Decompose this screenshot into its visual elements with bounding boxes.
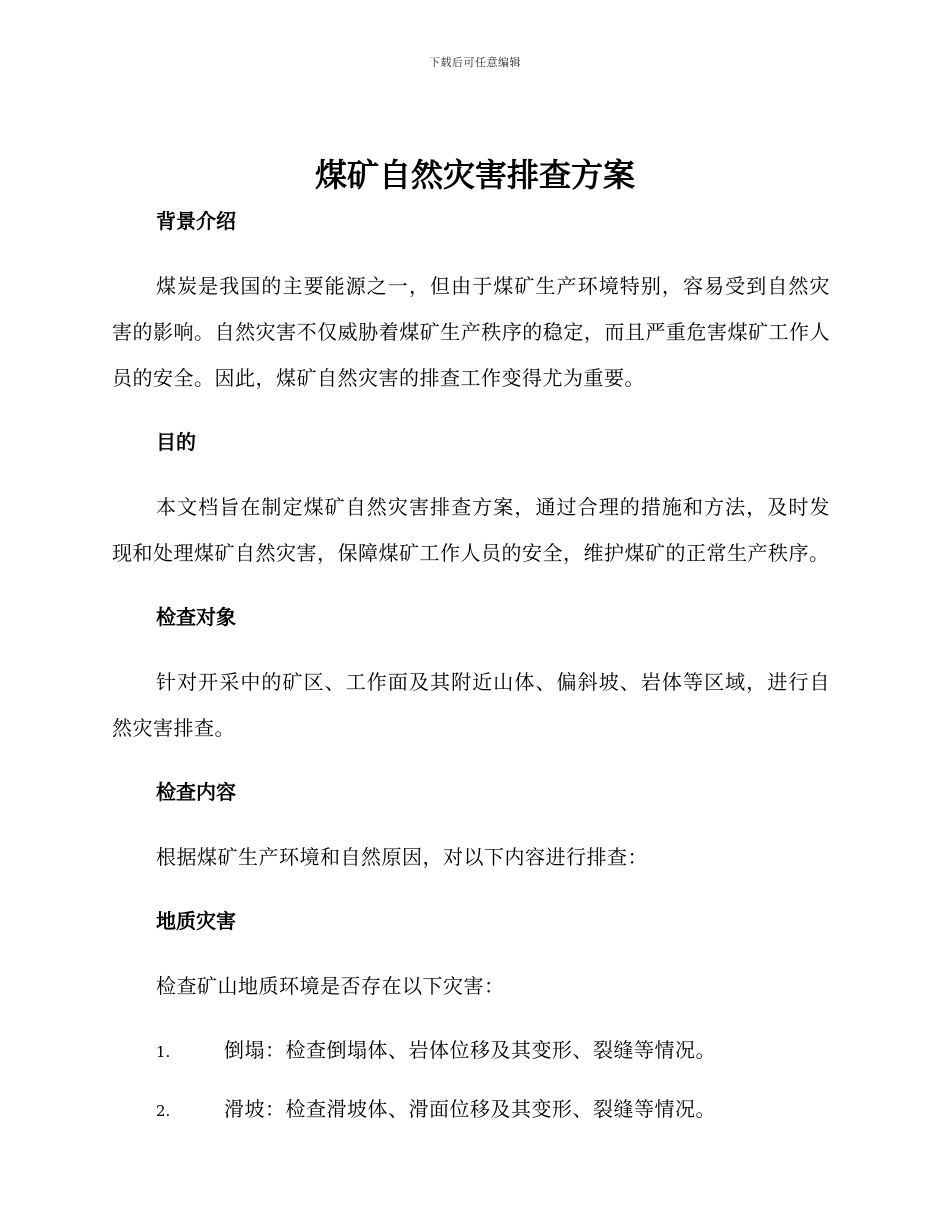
section-paragraph-inspection-target: 针对开采中的矿区、工作面及其附近山体、偏斜坡、岩体等区域，进行自然灾害排查。 bbox=[112, 670, 830, 740]
hazard-list bbox=[112, 1035, 830, 1126]
section-heading-purpose: 目的 bbox=[156, 430, 196, 454]
list-item-number: 2. bbox=[156, 1102, 171, 1120]
section-heading-geological-hazards: 地质灾害 bbox=[156, 909, 236, 933]
header-note: 下载后可任意编辑 bbox=[429, 56, 521, 69]
section-heading-inspection-content: 检查内容 bbox=[156, 780, 236, 804]
section-heading-inspection-target: 检查对象 bbox=[156, 605, 236, 629]
section-heading-background: 背景介绍 bbox=[156, 209, 236, 233]
document-title: 煤矿自然灾害排查方案 bbox=[314, 156, 635, 194]
section-paragraph-background: 煤炭是我国的主要能源之一，但由于煤矿生产环境特别，容易受到自然灾害的影响。自然灾害不仅威胁着煤矿生产秩序的稳定，而且严重危害煤矿工作人员的安全。因此，煤矿自然灾害的排查工作变得尤为重要。 bbox=[112, 274, 830, 390]
list-item bbox=[112, 1094, 830, 1126]
list-item-text: 倒塌：检查倒塌体、岩体位移及其变形、裂缝等情况。 bbox=[224, 1038, 716, 1062]
list-item-number: 1. bbox=[156, 1043, 171, 1061]
section-paragraph-geological-hazards: 检查矿山地质环境是否存在以下灾害： bbox=[156, 974, 505, 998]
list-item bbox=[112, 1035, 830, 1067]
document-body bbox=[112, 206, 830, 1126]
section-paragraph-inspection-content: 根据煤矿生产环境和自然原因，对以下内容进行排查： bbox=[156, 845, 648, 869]
section-paragraph-purpose: 本文档旨在制定煤矿自然灾害排查方案，通过合理的措施和方法，及时发现和处理煤矿自然灾害，保障煤矿工作人员的安全，维护煤矿的正常生产秩序。 bbox=[112, 495, 830, 565]
list-item-text: 滑坡：检查滑坡体、滑面位移及其变形、裂缝等情况。 bbox=[224, 1097, 716, 1121]
